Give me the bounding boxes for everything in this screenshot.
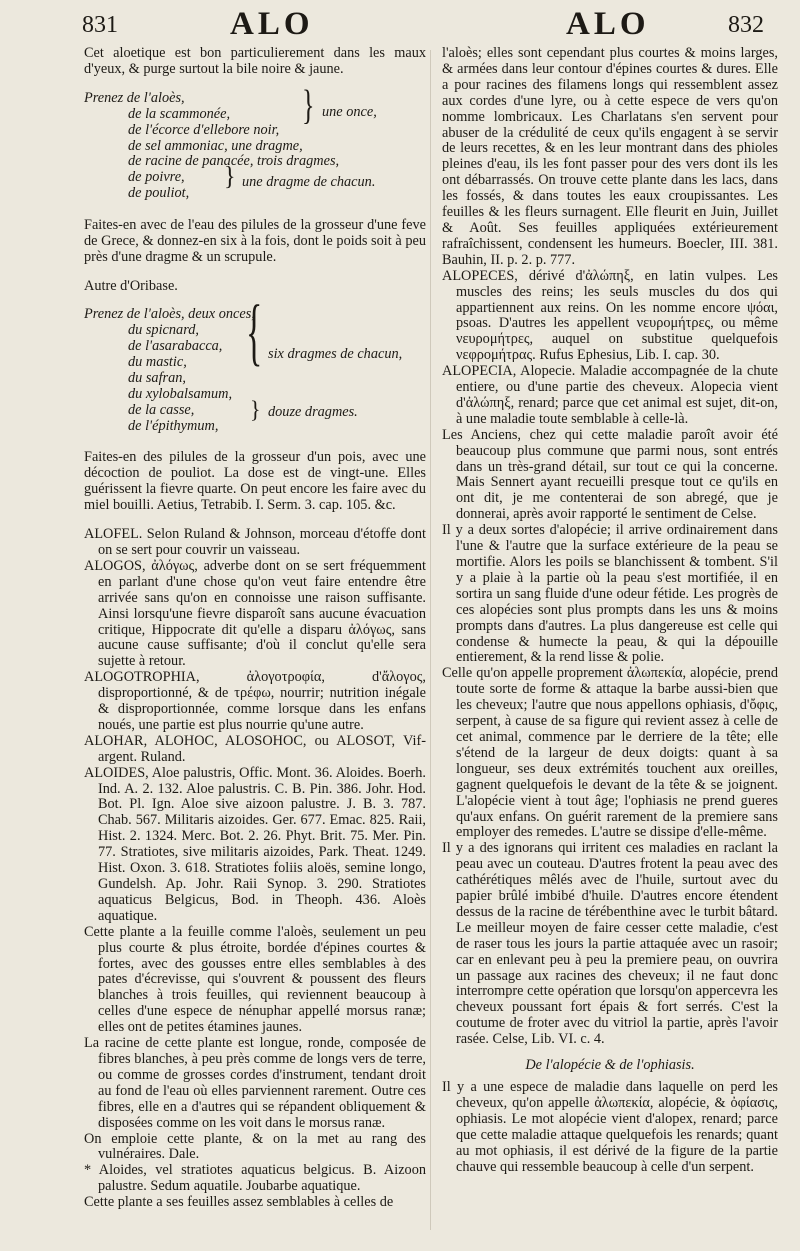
right-brace-icon: } <box>224 162 236 191</box>
brace-text: douze dragmes. <box>268 404 358 421</box>
paragraph: Cette plante a la feuille comme l'aloès, seulement un peu plus courte & plus étroite, bordée d'épines courtes & fortes, avec des gousses entre elles semblables à des pates d'écrevisse, qui s'ouvrent & poussent des fleurs blanches à trois feuilles, qui reviennent beaucoup à celles d'une espece de nénuphar appellé morsus ranæ; elles ont de petites étamines jaunes. <box>84 923 426 1036</box>
right-brace-icon: } <box>250 395 261 424</box>
right-brace-icon: } <box>302 81 315 129</box>
recipe-line: du mastic, <box>128 354 187 371</box>
paragraph: Faites-en avec de l'eau des pilules de la grosseur d'une feve de Grece, & donnez-en six à la fois, dont le poids soit à peu près d'une dragme & un scrupule. <box>84 216 426 265</box>
right-column <box>442 46 778 1175</box>
entry-alohar: ALOHAR, ALOHOC, ALOSOHOC, ou ALOSOT, Vif-argent. Ruland. <box>84 732 426 765</box>
headword-right: ALO <box>566 6 650 42</box>
entry-alofel: ALOFEL. Selon Ruland & Johnson, morceau d'étoffe dont on se sert pour couvrir un vaisseau. <box>84 526 426 558</box>
left-column <box>84 46 426 1211</box>
recipe-line: de sel ammoniac, une dragme, <box>128 137 303 154</box>
paragraph: La racine de cette plante est longue, ronde, composée de fibres blanches, à peu près comme de longs vers de terre, ou comme de grosses cordes d'instrument, tendant droit au fond de l'eau où elles parviennent rarement. Outre ces fibres, elle en a d'autres qui se répandent obliquement & disposées comme on les voit dans le morsus ranæ. <box>84 1035 426 1131</box>
brace-text: six dragmes de chacun, <box>268 346 403 363</box>
right-brace-icon: { <box>246 293 263 375</box>
paragraph: Faites-en des pilules de la grosseur d'un pois, avec une décoction de pouliot. La dose est de vingt-une. Elles guérissent la fievre quarte. On peut encore les faire avec du miel bouilli. Aetius, Tetrabib. I. Serm. 3. cap. 105. &c. <box>84 449 426 514</box>
column-gutter <box>430 50 431 1230</box>
recipe-line: Prenez de l'aloès, deux onces, <box>84 306 255 323</box>
section-subheading: De l'alopécie & de l'ophiasis. <box>525 1057 695 1074</box>
brace-text: une dragme de chacun. <box>242 173 376 190</box>
entry-alogos: ALOGOS, ἀλόγως, adverbe dont on se sert fréquemment en parlant d'une chose qu'on veut faire entendre être arrivée sans qu'on en connoisse une raison suffisante. Ainsi lorsqu'une fievre disparoît sans aucune évacuation critique, Hippocrate dit qu'elle a disparu ἀλόγως, sans aucune cause suffisante; d'où il conclut qu'elle sera sujette à retour. <box>84 557 426 670</box>
entry-alogotrophia: ALOGOTROPHIA, ἀλογοτροφία, d'ἄλογος, disproportionné, & de τρέφω, nourrir; nutrition inégale & disproportionnée, comme lorsque dans les enfans noués, une partie est plus nourrie qu'une autre. <box>84 669 426 733</box>
page-number-right: 832 <box>728 12 764 38</box>
paragraph: Autre d'Oribase. <box>84 277 178 294</box>
recipe-line: de pouliot, <box>128 185 190 202</box>
recipe-block <box>84 293 426 437</box>
headword-left: ALO <box>230 6 314 42</box>
paragraph: On emploie cette plante, & on la met au rang des vulnéraires. Dale. <box>84 1130 426 1163</box>
entry-aloides: ALOIDES, Aloe palustris, Offic. Mont. 36. Aloides. Boerh. Ind. A. 2. 132. Aloe palustris. C. B. Pin. 386. Johr. Hod. Bot. Pl. Ign. Aloe sive aizoon palustre. J. B. 3. 787. Chab. 567. Militaris aizoides. Ger. 677. Emac. 825. Raii, Hist. 2. 1324. Merc. Bot. 2. 26. Phyt. Brit. 75. Mer. Pin. 77. Stratiotes, sive militaris aizoides, Park. Theat. 1249. Hist. Oxon. 3. 618. Stratiotes foliis aloës, semine longo, Gundelsh. Ap. Johr. Raii Synop. 3. 290. Stratiotes aquaticus Belgicus, Bod. in Theoph. 436. Aloès aquatique. <box>84 764 426 924</box>
recipe-line: de racine de panacée, trois dragmes, <box>128 153 340 170</box>
page-number-left: 831 <box>82 12 118 38</box>
recipe-line: de l'écorce d'ellebore noir, <box>128 121 280 138</box>
recipe-line: de l'épithymum, <box>128 417 219 434</box>
recipe-line: de poivre, <box>128 169 185 186</box>
recipe-line: de la scammonée, <box>128 105 231 122</box>
paragraph: l'aloès; elles sont cependant plus courtes & moins larges, & armées dans leur contour d'épines courtes & dures. Elle a pour racines des filamens longs qui ressemblent assez aux cordes d'une lyre, ou à cette espece de vers qu'on nomme lombricaux. Les Charlatans s'en servent pour abuser de la crédulité de ceux qu'ils engagent à se servir de leurs recettes, & en les leur montrant dans des phioles pleines d'eau, ils les font passer pour des vers dont ils les ont débarrassés. On trouve cette plante dans les lacs, dans les fossés, & dans toutes les eaux croupissantes. Les feuilles & les fleurs surnagent. Elle fleurit en Juin, Juillet & Août. Ses feuilles appliquées extérieurement rafraîchissent, condensent les humeurs. Boecler, III. 381. Bauhin, II. p. 2. p. 777. <box>442 45 778 268</box>
recipe-line: de la casse, <box>128 401 195 418</box>
paragraph: Cette plante a ses feuilles assez semblables à celles de <box>84 1194 394 1211</box>
entry-alopeces: ALOPECES, dérivé d'ἀλώπηξ, en latin vulpes. Les muscles des reins; les seuls muscles du dos qui appartiennent aux reins. On les nomme encore ψόαι, psoas. D'autres les appellent νευρομήτρες, ou même νευρομήτρες, auquel on substitue quelquefois νεφρομήτρας. Rufus Ephesius, Lib. I. cap. 30. <box>442 267 778 364</box>
paragraph: Cet aloetique est bon particulierement dans les maux d'yeux, & purge surtout la bile noire & jaune. <box>84 45 426 77</box>
paragraph: Il y a des ignorans qui irritent ces maladies en raclant la peau avec un couteau. D'autres frotent la peau avec des cathérétiques mêlés avec de l'huile, surtout avec du papier brûlé imbibé d'huile. D'autres encore étendent dessus de la racine de térébenthine avec le turbit bâtard. Le meilleur moyen de faire cesser cette maladie, c'est de raser tous les jours la partie attaquée avec un rasoir; car en enlevant peu à peu la premiere peau, on ouvrira un passage aux racines des cheveux; il ne faut donc interrompre cette opération que lorsqu'on appercevra les cheveux poussant fort épais & fort serrés. C'est la coutume de froter avec du vitriol la partie, après l'avoir rasée. Celse, Lib. VI. c. 4. <box>442 840 778 1048</box>
brace-text: une once, <box>322 103 377 120</box>
paragraph: Il y a une espece de maladie dans laquelle on perd les cheveux, qu'on appelle ἀλωπεκία, alopécie, & ὀφίασις, ophiasis. Le mot alopécie vient d'alopex, renard; parce que cette maladie attaque quelquefois les renards; quant au mot ophiasis, il est dérivé de la figure de la partie chauve qui ressemble beaucoup à celle d'un serpent. <box>442 1079 778 1175</box>
paragraph: Celle qu'on appelle proprement ἀλωπεκία, alopécie, prend toute sorte de forme & attaque la barbe aussi-bien que les cheveux; l'autre que nous appellons ophiasis, d'ὄφις, serpent, à cause de sa figure qui revient assez à celle de cet animal, commence par le derriere de la tête; elle s'étend de la largeur de deux doigts: quant à sa longueur, ses deux extrémités touchent aux oreilles, gagnent quelquefois le devant de la tête & se joignent. L'alopécie vient à tout âge; l'ophiasis ne prend gueres qu'aux enfans. On guérit rarement de la premiere sans employer des remedes. L'autre se dissipe d'elle-même. <box>442 665 778 841</box>
paragraph: * Aloides, vel stratiotes aquaticus belgicus. B. Aizoon palustre. Sedum aquatile. Joubarbe aquatique. <box>84 1162 426 1195</box>
entry-alopecia: ALOPECIA, Alopecie. Maladie accompagnée de la chute entiere, ou d'une partie des cheveux. Alopecia vient d'ἀλώπηξ, renard; parce que cet animal est sujet, dit-on, à une maladie toute semblable à celle-là. <box>442 363 778 427</box>
recipe-line: du safran, <box>128 370 186 387</box>
recipe-line: Prenez de l'aloès, <box>84 89 185 106</box>
recipe-block <box>84 81 426 205</box>
recipe-line: de l'asarabacca, <box>128 338 223 355</box>
recipe-line: du xylobalsamum, <box>128 385 233 402</box>
paragraph: Les Anciens, chez qui cette maladie paroît avoir été beaucoup plus commune que parmi nous, sont entrés dans un très-grand détail, sur tout ce qui la concerne. Mais Sennert ayant recueilli presque tout ce qu'ils en ont dit, je me contenterai de son abregé, que je donnerai, après avoir rapporté le sentiment de Celse. <box>442 426 778 523</box>
paragraph: Il y a deux sortes d'alopécie; il arrive ordinairement dans l'une & l'autre que la surface extérieure de la peau se mortifie. Alors les poils se blanchissent & tombent. S'il y a plaie à la partie où la peau s'est mortifiée, il en sortira un sang fluide d'une odeur fétide. Les progrès de ces alopécies sont plus prompts dans les uns & moins prompts dans d'autres. La plus dangereuse est celle qui condense & humecte la peau, & qui la dépouille entierement, & la rend lisse & polie. <box>442 522 778 666</box>
running-header <box>0 4 800 44</box>
recipe-line: du spicnard, <box>128 322 199 339</box>
